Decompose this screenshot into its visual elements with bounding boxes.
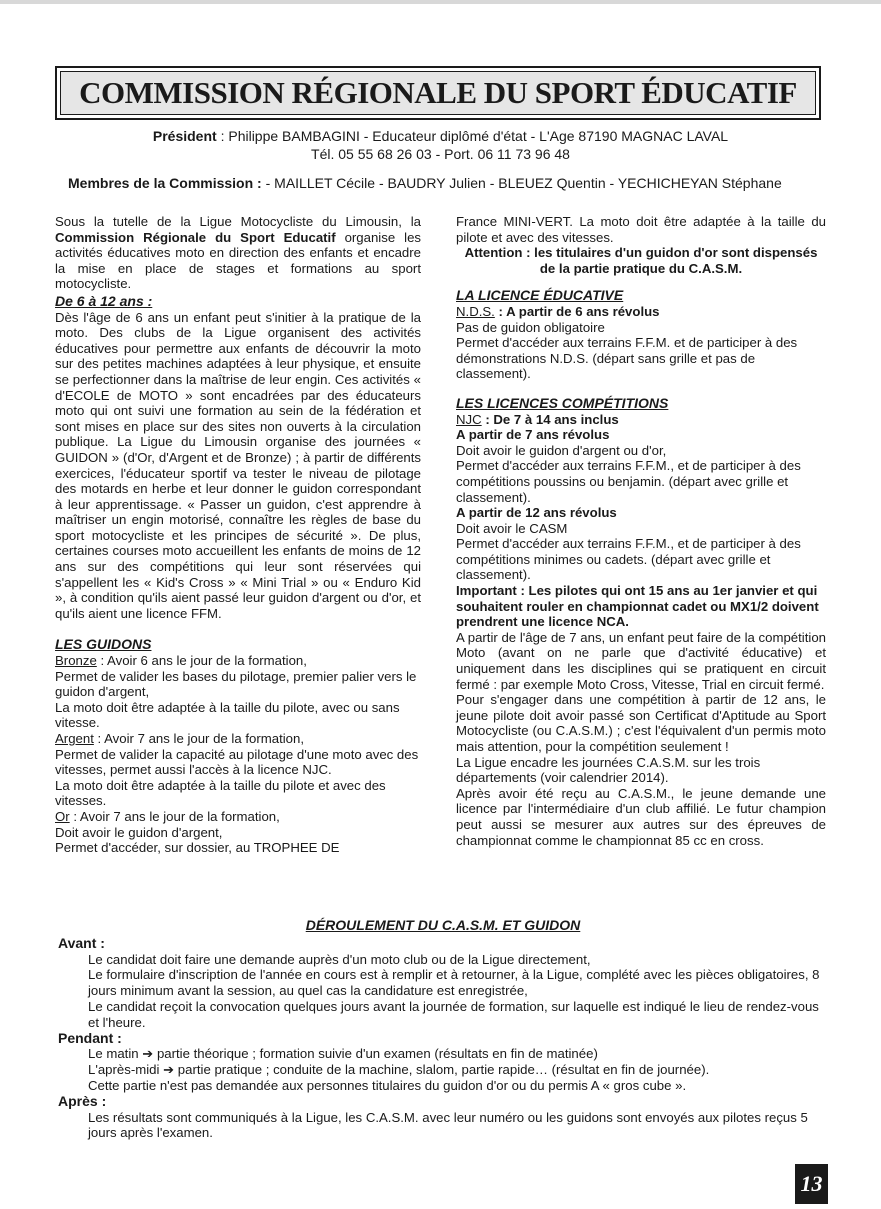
njc-bold: : De 7 à 14 ans inclus [481,411,619,427]
nds-line-1: Pas de guidon obligatoire [456,319,605,335]
president-line [0,128,881,144]
apres-item-1: Les résultats sont communiqués à la Ligue, les C.A.S.M. avec leur numéro ou les guidons sont envoyés aux pilotes reçus 5 jours après l'examen. [88,1109,808,1141]
or-line-1 [55,809,421,825]
right-paragraph-3: La Ligue encadre les journées C.A.S.M. sur les trois départements (voir calendrier 2014). [456,754,761,786]
members-text: - MAILLET Cécile - BAUDRY Julien - BLEUEZ Quentin - YECHICHEYAN Stéphane [261,175,782,191]
argent-line-2: Permet de valider la capacité au pilotage d'une moto avec des vitesses, permet aussi l'accès à la licence NJC. [55,746,419,778]
argent-text-1: : Avoir 7 ans le jour de la formation, [93,731,304,746]
nds-bold: : A partir de 6 ans révolus [494,303,660,319]
a12-line-1: Doit avoir le CASM [456,520,568,536]
nds-line-2: Permet d'accéder aux terrains F.F.M. et de participer à des démonstrations N.D.S. (départ sans grille et pas de classement). [456,335,798,382]
members-label: Membres de la Commission : [68,175,262,191]
argent-line-1 [55,731,421,747]
pendant-item-2: L'après-midi ➔ partie pratique ; conduite de la machine, slalom, partie rapide… (résultat en fin de journée). [88,1062,710,1078]
or-text-1: : Avoir 7 ans le jour de la formation, [69,808,280,824]
nds-label: N.D.S. [456,303,495,319]
attention-note: Attention : les titulaires d'un guidon d'or sont dispensés de la partie pratique du C.A.S.M. [464,245,818,276]
a12-heading: A partir de 12 ans révolus [456,505,617,521]
or-line-3: Permet d'accéder, sur dossier, au TROPHEE DE [55,840,340,856]
or-line-2: Doit avoir le guidon d'argent, [55,824,223,840]
a7-line-2: Permet d'accéder aux terrains F.F.M., et de participer à des compétitions poussins ou benjamin. (départ avec grille et classement). [456,458,801,505]
right-paragraph-1: A partir de l'âge de 7 ans, un enfant peut faire de la compétition Moto (avant on ne parle que d'activité éducative) et uniquement dans les disciplines qui se pratiquent en circuit fermé : par exemple Moto Cross, Vitesse, Trial en circuit fermé. [456,629,826,692]
a7-line-1: Doit avoir le guidon d'argent ou d'or, [456,442,667,458]
or-label: Or [55,808,70,824]
page-number: 13 [795,1164,828,1204]
title-banner [55,66,821,120]
avant-heading: Avant : [58,934,105,951]
avant-item-3: Le candidat reçoit la convocation quelques jours avant la journée de formation, sur laquelle est indiqué le lieu de rendez-vous et l'heure. [88,998,819,1030]
right-continuation: France MINI-VERT. La moto doit être adaptée à la taille du pilote et avec des vitesses. [456,214,826,245]
pendant-heading: Pendant : [58,1029,122,1046]
intro-paragraph [55,214,421,292]
argent-label: Argent [55,731,94,746]
bronze-line-1 [55,653,421,669]
members-line [68,175,782,191]
president-phone: Tél. 05 55 68 26 03 - Port. 06 11 73 96 48 [311,146,570,162]
left-column [55,214,421,856]
intro-text-2: organise les activités éducatives moto en direction des enfants et encadre la mise en place de stages et formations au sport motocycliste. [55,229,421,292]
argent-line-3: La moto doit être adaptée à la taille du pilote et avec des vitesses. [55,777,386,809]
important-note: Important : Les pilotes qui ont 15 ans au 1er janvier et qui souhaitent rouler en championnat cadet ou MX1/2 doivent prendrent une licence NCA. [456,583,819,630]
avant-item-2: Le formulaire d'inscription de l'année en cours est à remplir et à retourner, à la Ligue, complété avec les pièces obligatoires, 8 jours minimum avant la session, au quel cas la candidature est enregistrée, [88,967,820,999]
pendant-item-1: Le matin ➔ partie théorique ; formation suivie d'un examen (résultats en fin de matinée) [88,1046,598,1062]
a7-heading: A partir de 7 ans révolus [456,427,610,443]
intro-text-1: Sous la tutelle de la Ligue Motocycliste du Limousin, la [55,214,421,229]
casm-section [58,918,828,1141]
right-paragraph-2: Pour s'engager dans une compétition à partir de 12 ans, le jeune pilote doit avoir passé son Certificat d'Aptitude au Sport Motocycliste (ou C.A.S.M.) ; c'est l'équivalent d'un permis moto mais attention, pour la compétition seulement ! [456,692,826,754]
president-label: Président [152,128,217,144]
njc-line [456,412,826,428]
intro-bold: Commission Régionale du Sport Educatif [55,229,336,245]
casm-heading: DÉROULEMENT DU C.A.S.M. ET GUIDON [305,917,581,933]
bronze-line-2: Permet de valider les bases du pilotage, premier palier vers le guidon d'argent, [55,668,417,700]
nds-line [456,304,826,320]
pendant-item-3: Cette partie n'est pas demandée aux personnes titulaires du guidon d'or ou du permis A « gros cube ». [88,1077,687,1093]
njc-label: NJC [456,411,482,427]
age-heading: De 6 à 12 ans : [55,292,153,309]
page-title: COMMISSION RÉGIONALE DU SPORT ÉDUCATIF [79,75,797,110]
top-rule [0,0,881,4]
title-banner-inner [60,71,816,115]
president-text: : Philippe BAMBAGINI - Educateur diplômé d'état - L'Age 87190 MAGNAC LAVAL [216,128,729,144]
bronze-text-1: : Avoir 6 ans le jour de la formation, [96,653,307,669]
right-paragraph-4: Après avoir été reçu au C.A.S.M., le jeune demande une licence par l'intermédiaire d'un club affilié. Le futur champion peut aussi se mesurer aux autres sur des épreuves de championnat comme le championnat 85 cc en cross. [456,785,826,848]
a12-line-2: Permet d'accéder aux terrains F.F.M., et de participer à des compétitions minimes ou cadets. (départ avec grille et classement). [456,536,801,583]
comp-heading: LES LICENCES COMPÉTITIONS [456,394,669,411]
age-paragraph: Dès l'âge de 6 ans un enfant peut s'initier à la pratique de la moto. Des clubs de la Ligue organisent des activités éducatives pour permettre aux enfants de découvrir la moto sur des petites machines adaptées à leur physique, et ensuite se perfectionner dans la maîtrise de leur engin. Ces activités « d'ECOLE de MOTO » sont encadrées par des éducateurs moto qui ont suivi une formation au sein de la fédération et sont mises en place sur des sites non ouverts à la circulation publique. La Ligue du Limousin organise des journées « GUIDON » (d'Or, d'Argent et de Bronze) ; à partir de différents exercices, l'éducateur sportif va tester le niveau de pilotage des motards en herbe et leur donner le guidon correspondant à leur apprentissage. « Passer un guidon, c'est apprendre à maîtriser un engin motorisé, connaître les règles de base du sport motocycliste et les principes de sécurité ». De plus, certaines courses moto accueillent les enfants de moins de 12 ans sur des compétitions qui leur sont réservées qui s'appellent les « Kid's Cross » « Mini Trial » ou « Enduro Kid », à condition qu'ils aient passé leur guidon d'argent ou d'or, et qu'ils aient une licence FFM. [55,309,421,621]
right-column [456,214,826,848]
educ-heading: LA LICENCE ÉDUCATIVE [456,287,624,304]
bronze-label: Bronze [55,653,97,669]
avant-item-1: Le candidat doit faire une demande auprès d'un moto club ou de la Ligue directement, [88,951,591,967]
guidons-heading: LES GUIDONS [55,636,152,653]
bronze-line-3: La moto doit être adaptée à la taille du pilote, avec ou sans vitesse. [55,699,400,731]
apres-heading: Après : [58,1092,107,1109]
